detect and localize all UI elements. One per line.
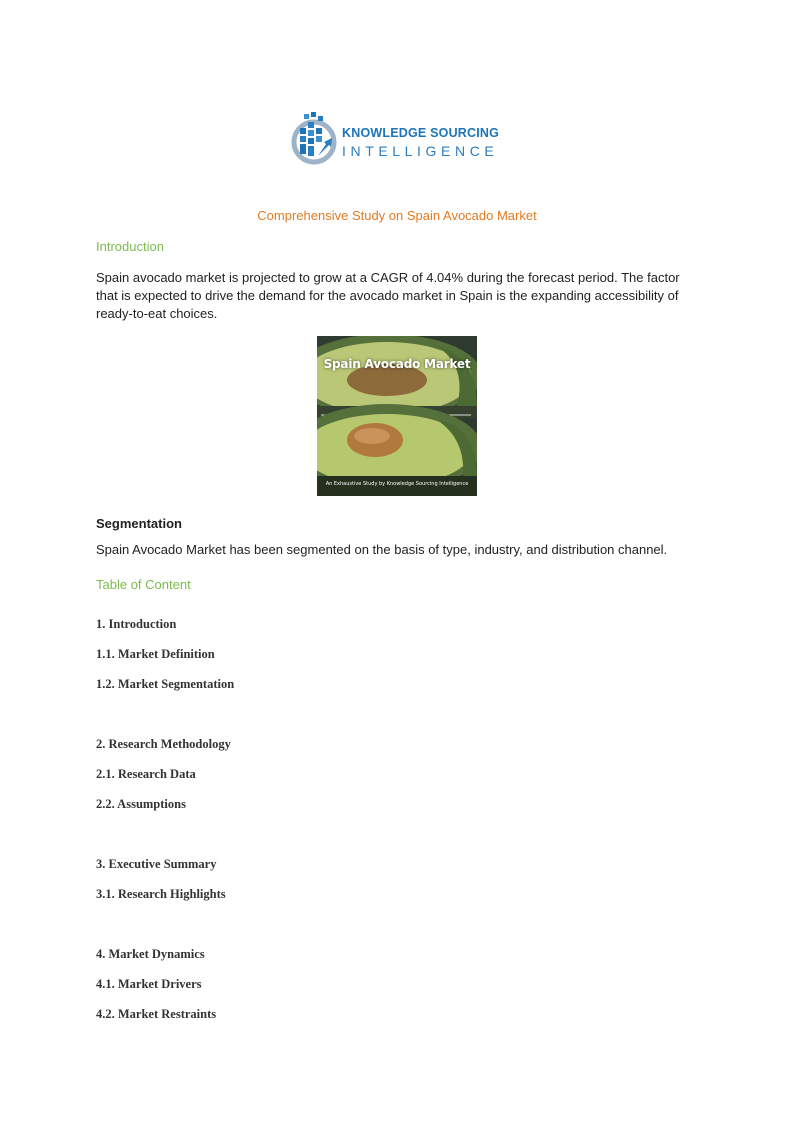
introduction-heading: Introduction bbox=[96, 239, 164, 254]
toc-item: 1.1. Market Definition bbox=[96, 647, 215, 661]
table-of-contents bbox=[96, 615, 234, 1035]
toc-item: 1. Introduction bbox=[96, 617, 177, 631]
segmentation-heading: Segmentation bbox=[96, 516, 182, 531]
toc-item: 2. Research Methodology bbox=[96, 737, 231, 751]
logo-mark-icon bbox=[290, 104, 342, 166]
toc-item: 4. Market Dynamics bbox=[96, 947, 205, 961]
introduction-paragraph: Spain avocado market is projected to grow at a CAGR of 4.04% during the forecast period. The factor that is expected to drive the demand for the avocado market in Spain is the expanding accessibility of ready-to-eat choices. bbox=[96, 270, 680, 321]
toc-item: 4.2. Market Restraints bbox=[96, 1007, 217, 1021]
logo-text-line2: INTELLIGENCE bbox=[342, 143, 499, 159]
segmentation-paragraph: Spain Avocado Market has been segmented on the basis of type, industry, and distribution channel. bbox=[96, 542, 668, 557]
toc-item: 2.2. Assumptions bbox=[96, 797, 186, 811]
company-logo bbox=[290, 104, 510, 166]
document-title: Comprehensive Study on Spain Avocado Market bbox=[257, 208, 537, 223]
cover-image bbox=[317, 336, 477, 496]
cover-footer: An Exhaustive Study by Knowledge Sourcing Intelligence bbox=[325, 481, 469, 487]
logo-text-line1: KNOWLEDGE SOURCING bbox=[342, 126, 500, 140]
toc-item: 2.1. Research Data bbox=[96, 767, 196, 781]
toc-item: 3. Executive Summary bbox=[96, 857, 217, 871]
cover-title: Spain Avocado Market bbox=[323, 357, 471, 371]
toc-item: 3.1. Research Highlights bbox=[96, 887, 226, 901]
toc-item: 1.2. Market Segmentation bbox=[96, 677, 235, 691]
toc-heading: Table of Content bbox=[96, 577, 191, 592]
toc-item: 4.1. Market Drivers bbox=[96, 977, 202, 991]
